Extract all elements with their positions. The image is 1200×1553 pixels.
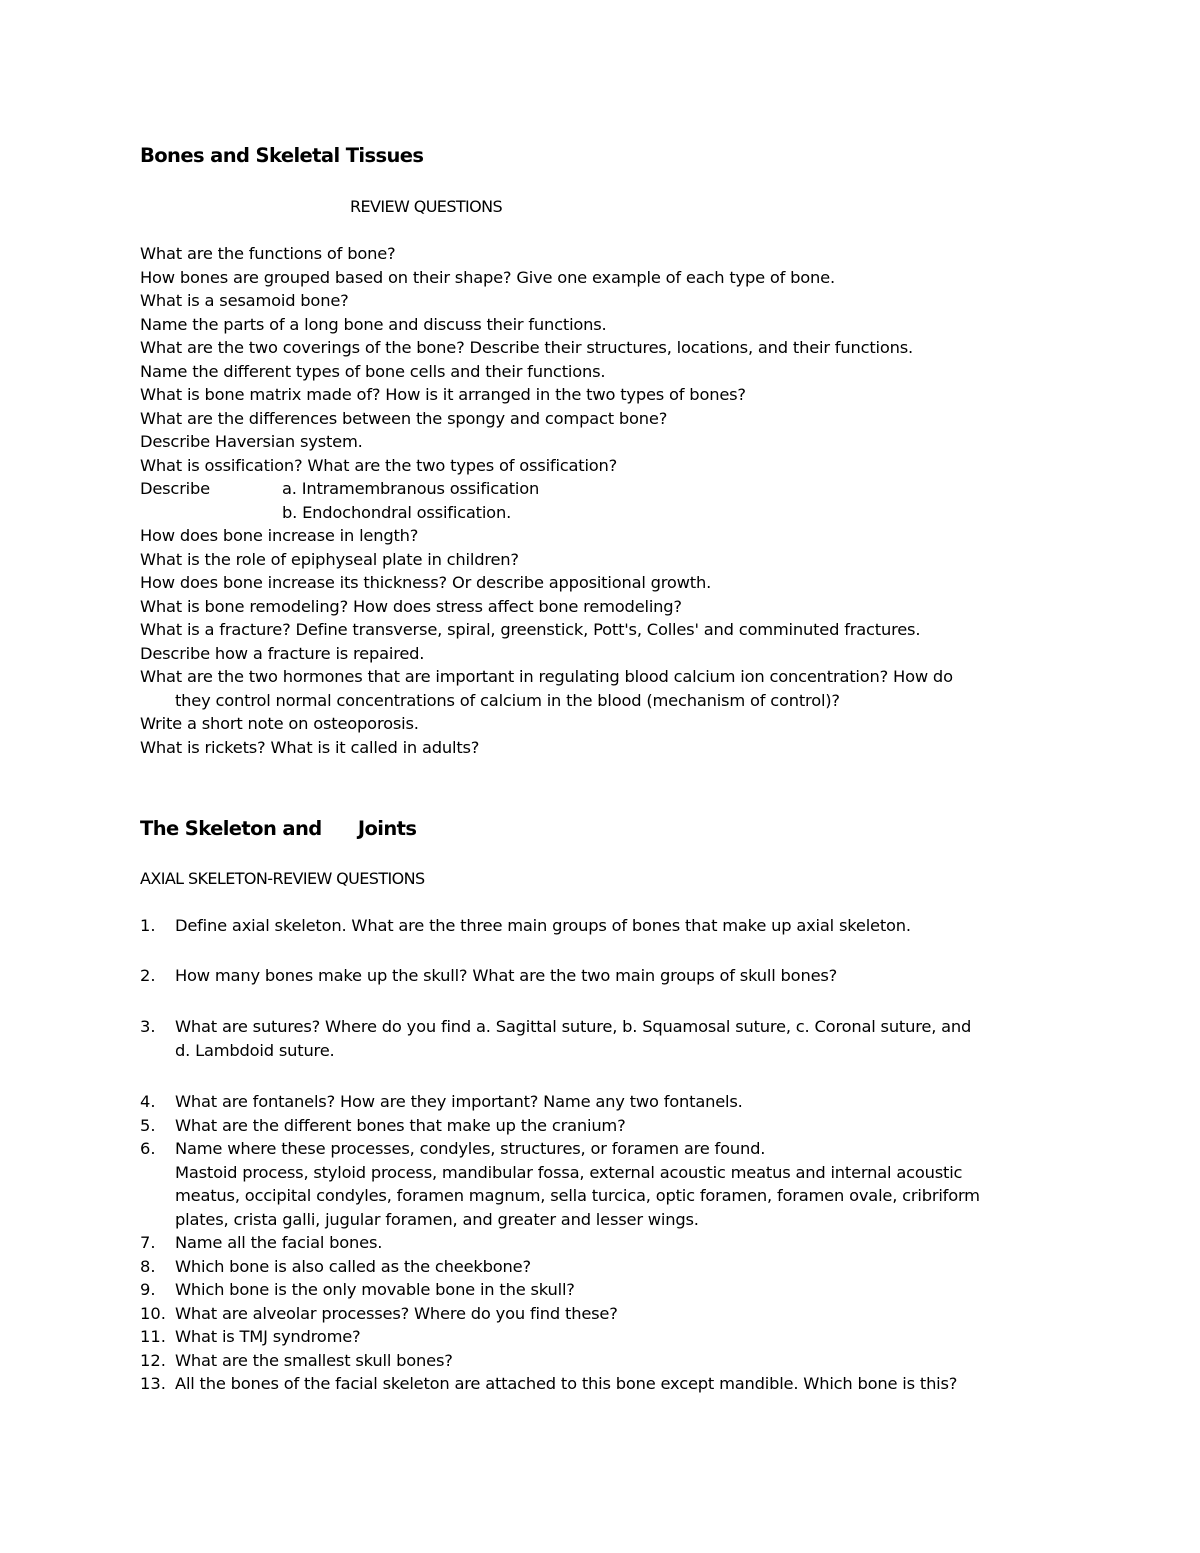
item-text: What is TMJ syndrome? [175, 1327, 361, 1346]
question-line: What are the functions of bone? [140, 244, 396, 263]
question-line: Describe Haversian system. [140, 432, 363, 451]
question-line: Name the parts of a long bone and discuss their functions. [140, 314, 607, 334]
section-subtitle-review: REVIEW QUESTIONS [350, 197, 503, 216]
describe-label: Describe [140, 479, 210, 498]
item-text: All the bones of the facial skeleton are attached to this bone except mandible. Which bone is this? [175, 1374, 958, 1393]
section-title-part2: Joints [357, 817, 417, 840]
question-line: What are the two hormones that are important in regulating blood calcium ion concentration? How do [140, 667, 953, 686]
item-text: Define axial skeleton. What are the three main groups of bones that make up axial skeleton. [175, 916, 911, 935]
section-subtitle-axial: AXIAL SKELETON-REVIEW QUESTIONS [140, 869, 425, 888]
item-number: 10. [140, 1303, 166, 1323]
question-line: What are the two coverings of the bone? Describe their structures, locations, and their functions. [140, 338, 913, 357]
item-text: Name where these processes, condyles, structures, or foramen are found. [175, 1139, 766, 1158]
item-text: What are fontanels? How are they important? Name any two fontanels. [175, 1092, 743, 1111]
question-line: What are the differences between the spongy and compact bone? [140, 408, 668, 428]
item-number: 12. [140, 1350, 166, 1370]
question-line: Name the different types of bone cells and their functions. [140, 361, 606, 381]
question-line: What is a sesamoid bone? [140, 291, 349, 310]
question-line-continued: they control normal concentrations of calcium in the blood (mechanism of control)? [175, 690, 840, 710]
item-number: 9. [140, 1280, 156, 1299]
question-line: What is ossification? What are the two types of ossification? [140, 455, 618, 475]
question-line: What is bone matrix made of? How is it arranged in the two types of bones? [140, 385, 746, 404]
item-text: What are the different bones that make up the cranium? [175, 1115, 626, 1135]
item-number: 8. [140, 1256, 156, 1276]
item-text: What are sutures? Where do you find a. Sagittal suture, b. Squamosal suture, c. Coronal suture, and [175, 1017, 972, 1036]
question-line: How does bone increase its thickness? Or describe appositional growth. [140, 573, 712, 592]
question-line: What is a fracture? Define transverse, spiral, greenstick, Pott's, Colles' and comminuted fractures. [140, 620, 921, 639]
item-text: What are the smallest skull bones? [175, 1350, 453, 1370]
item-text: Name all the facial bones. [175, 1233, 383, 1252]
item-text: Which bone is also called as the cheekbone? [175, 1256, 531, 1276]
question-line: Describe how a fracture is repaired. [140, 643, 425, 663]
question-line: What is the role of epiphyseal plate in children? [140, 549, 519, 569]
item-number: 7. [140, 1233, 156, 1252]
question-line: How bones are grouped based on their shape? Give one example of each type of bone. [140, 267, 835, 287]
item-number: 4. [140, 1092, 156, 1111]
item-text-continued: meatus, occipital condyles, foramen magnum, sella turcica, optic foramen, foramen ovale, cribriform [175, 1186, 980, 1205]
item-text: How many bones make up the skull? What are the two main groups of skull bones? [175, 966, 838, 985]
item-number: 13. [140, 1374, 166, 1393]
item-number: 1. [140, 916, 156, 935]
item-text-continued: Mastoid process, styloid process, mandibular fossa, external acoustic meatus and internal acoustic [175, 1162, 963, 1182]
question-line: How does bone increase in length? [140, 526, 419, 545]
describe-item-a: a. Intramembranous ossification [282, 479, 540, 498]
item-number: 5. [140, 1115, 156, 1135]
item-number: 11. [140, 1327, 166, 1346]
question-line: What is rickets? What is it called in adults? [140, 737, 480, 757]
item-text: Which bone is the only movable bone in the skull? [175, 1280, 575, 1299]
item-text-continued: d. Lambdoid suture. [175, 1041, 335, 1060]
section-title-skeleton [140, 817, 416, 840]
section-title-part1: The Skeleton and [140, 817, 322, 840]
item-text: What are alveolar processes? Where do you find these? [175, 1303, 618, 1323]
item-number: 2. [140, 966, 156, 985]
question-line: Write a short note on osteoporosis. [140, 714, 419, 733]
describe-item-b: b. Endochondral ossification. [282, 502, 512, 522]
section-title-bones: Bones and Skeletal Tissues [140, 144, 424, 167]
question-line: What is bone remodeling? How does stress affect bone remodeling? [140, 596, 682, 616]
item-number: 3. [140, 1017, 156, 1036]
item-text-continued: plates, crista galli, jugular foramen, and greater and lesser wings. [175, 1209, 699, 1229]
item-number: 6. [140, 1139, 156, 1158]
